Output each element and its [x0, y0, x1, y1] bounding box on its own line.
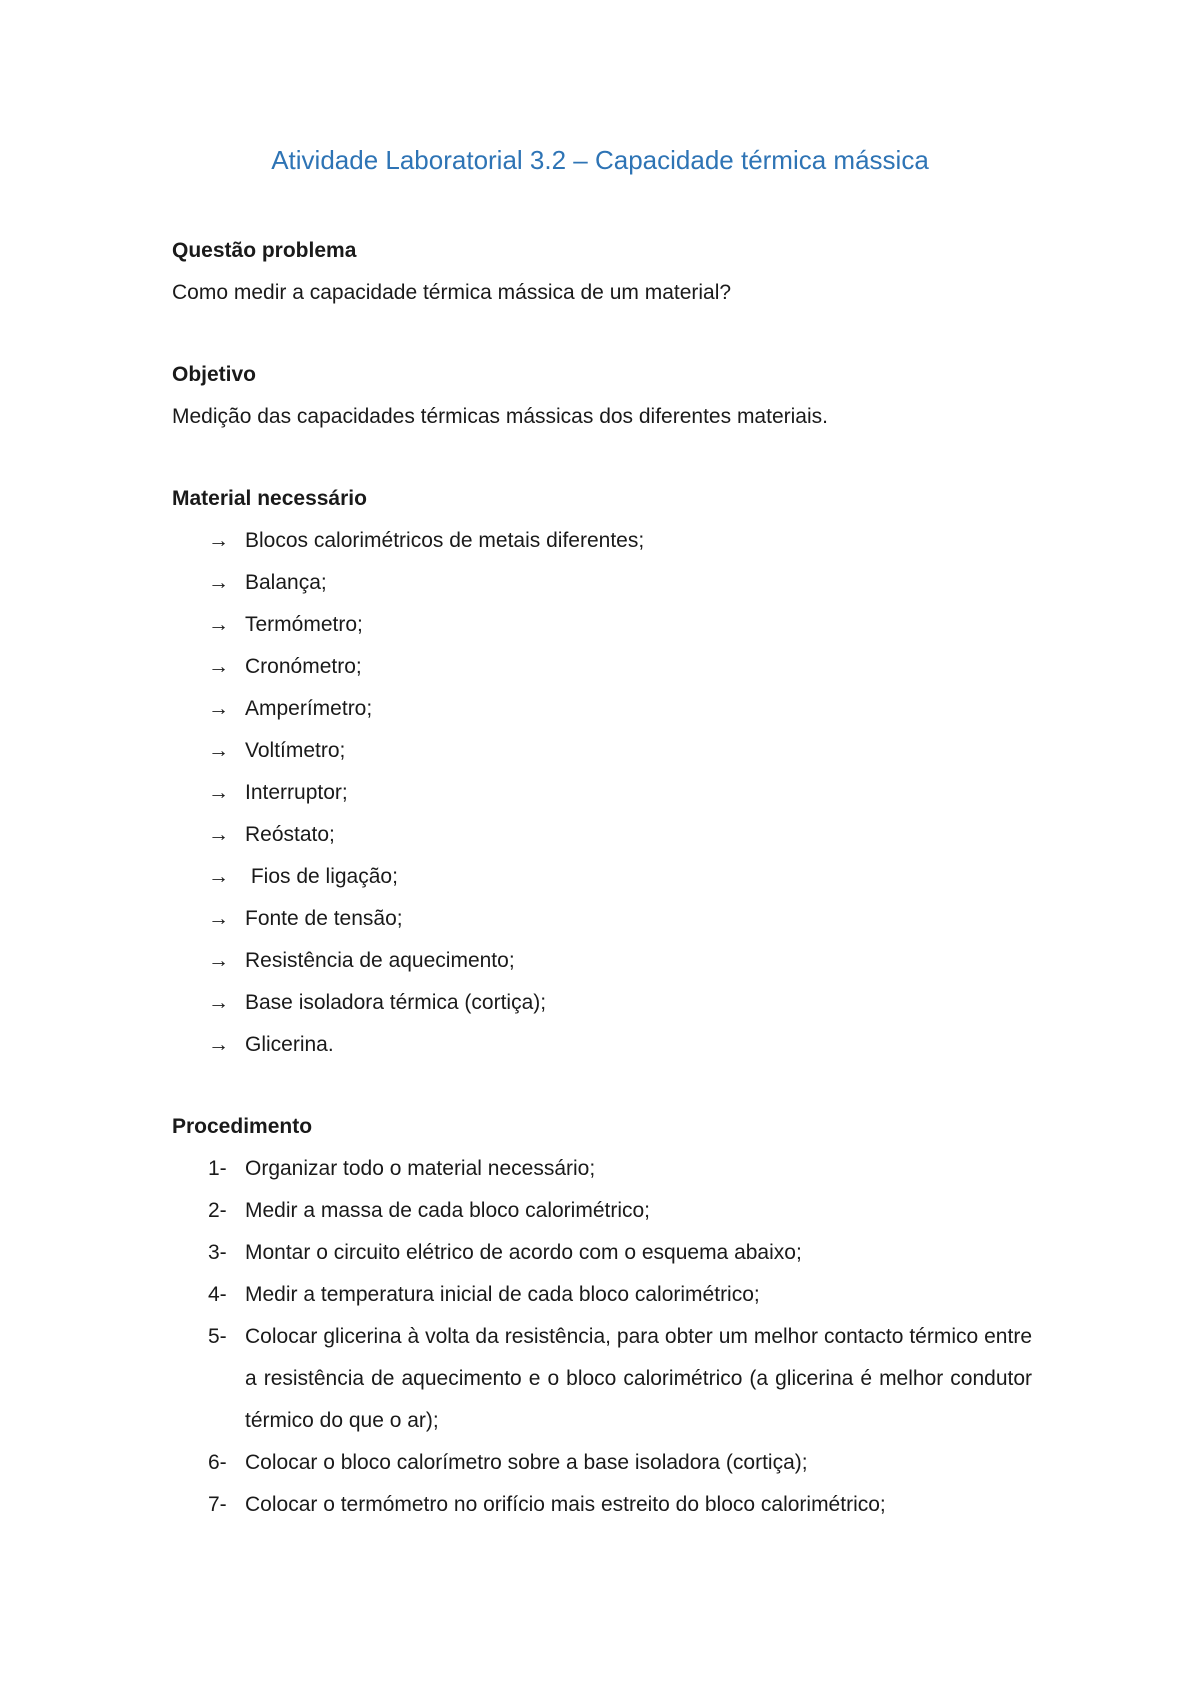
arrow-right-icon: →	[208, 949, 229, 972]
procedure-step-number: 5-	[208, 1325, 227, 1348]
arrow-right-icon: →	[208, 697, 229, 720]
procedure-step-text: Montar o circuito elétrico de acordo com o esquema abaixo;	[245, 1241, 802, 1264]
material-list-item	[172, 1024, 1032, 1066]
section-heading-questao: Questão problema	[172, 239, 357, 262]
section-objetivo	[172, 354, 1032, 438]
material-item-text: Base isoladora térmica (cortiça);	[245, 991, 547, 1014]
objetivo-text: Medição das capacidades térmicas mássicas dos diferentes materiais.	[172, 405, 828, 428]
material-list-item	[172, 814, 1032, 856]
section-heading-objetivo: Objetivo	[172, 363, 257, 386]
arrow-right-icon: →	[208, 529, 229, 552]
arrow-right-icon: →	[208, 991, 229, 1014]
procedure-step	[172, 1484, 1032, 1526]
arrow-right-icon: →	[208, 1033, 229, 1056]
procedure-step-number: 7-	[208, 1493, 227, 1516]
section-material	[172, 478, 1032, 1066]
procedure-step-number: 3-	[208, 1241, 227, 1264]
material-item-text: Termómetro;	[245, 613, 363, 636]
material-item-text: Fonte de tensão;	[245, 907, 403, 930]
material-list-item	[172, 856, 1032, 898]
procedure-step-text: Organizar todo o material necessário;	[245, 1157, 596, 1180]
material-item-text: Interruptor;	[245, 781, 348, 804]
procedure-step-text: Colocar glicerina à volta da resistência, para obter um melhor contacto térmico entre a resistência de aquecimento e o bloco calorimétrico (a glicerina é melhor condutor térmico do que o ar);	[245, 1325, 1032, 1432]
material-list-item	[172, 982, 1032, 1024]
procedure-step	[172, 1232, 1032, 1274]
material-list-item	[172, 520, 1032, 562]
section-heading-material: Material necessário	[172, 487, 367, 510]
procedure-step	[172, 1316, 1032, 1442]
arrow-right-icon: →	[208, 613, 229, 636]
material-item-text: Voltímetro;	[245, 739, 346, 762]
procedure-step-text: Medir a massa de cada bloco calorimétrico;	[245, 1199, 651, 1222]
material-item-text: Blocos calorimétricos de metais diferentes;	[245, 529, 645, 552]
section-procedimento	[172, 1106, 1032, 1526]
material-list-item	[172, 940, 1032, 982]
material-item-text: Resistência de aquecimento;	[245, 949, 515, 972]
arrow-right-icon: →	[208, 655, 229, 678]
procedure-step-text: Colocar o bloco calorímetro sobre a base isoladora (cortiça);	[245, 1451, 808, 1474]
material-list	[172, 520, 1032, 1066]
material-list-item	[172, 646, 1032, 688]
material-list-item	[172, 562, 1032, 604]
material-item-text: Cronómetro;	[245, 655, 362, 678]
material-item-text: Fios de ligação;	[245, 865, 398, 888]
arrow-right-icon: →	[208, 781, 229, 804]
material-list-item	[172, 772, 1032, 814]
arrow-right-icon: →	[208, 571, 229, 594]
procedure-step-number: 1-	[208, 1157, 227, 1180]
procedure-step-text: Colocar o termómetro no orifício mais estreito do bloco calorimétrico;	[245, 1493, 886, 1516]
arrow-right-icon: →	[208, 739, 229, 762]
material-list-item	[172, 730, 1032, 772]
arrow-right-icon: →	[208, 865, 229, 888]
document-content	[172, 230, 1032, 1526]
material-item-text: Balança;	[245, 571, 327, 594]
procedure-step-number: 2-	[208, 1199, 227, 1222]
material-item-text: Glicerina.	[245, 1033, 334, 1056]
procedure-step	[172, 1442, 1032, 1484]
procedure-step-text: Medir a temperatura inicial de cada bloco calorimétrico;	[245, 1283, 760, 1306]
procedure-step	[172, 1190, 1032, 1232]
material-list-item	[172, 688, 1032, 730]
procedure-list	[172, 1148, 1032, 1526]
procedure-step-number: 4-	[208, 1283, 227, 1306]
arrow-right-icon: →	[208, 907, 229, 930]
section-heading-procedimento: Procedimento	[172, 1115, 313, 1138]
procedure-step	[172, 1274, 1032, 1316]
procedure-step-number: 6-	[208, 1451, 227, 1474]
procedure-step	[172, 1148, 1032, 1190]
section-questao	[172, 230, 1032, 314]
questao-text: Como medir a capacidade térmica mássica de um material?	[172, 281, 732, 304]
material-item-text: Amperímetro;	[245, 697, 373, 720]
material-list-item	[172, 604, 1032, 646]
arrow-right-icon: →	[208, 823, 229, 846]
document-title: Atividade Laboratorial 3.2 – Capacidade térmica mássica	[271, 145, 929, 175]
material-list-item	[172, 898, 1032, 940]
material-item-text: Reóstato;	[245, 823, 335, 846]
